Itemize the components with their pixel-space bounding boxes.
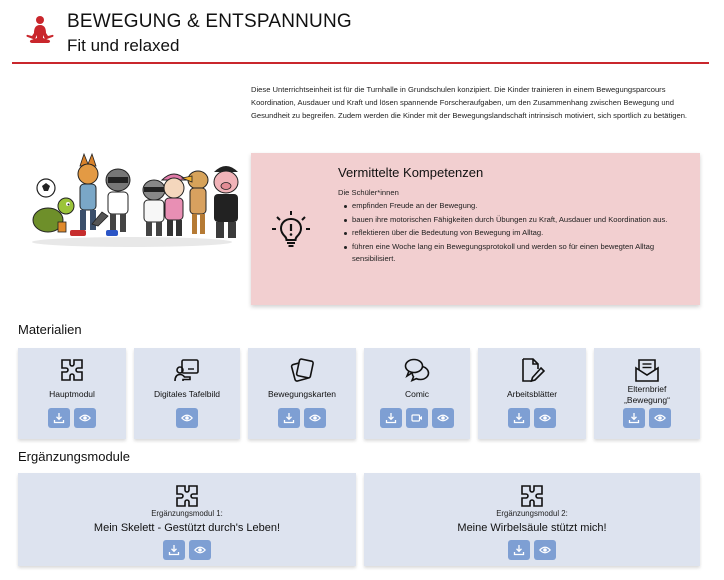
meditation-icon (24, 14, 56, 46)
eye-icon (437, 412, 449, 424)
eye-icon (181, 412, 193, 424)
kompetenzen-list (352, 200, 687, 267)
eye-icon (79, 412, 91, 424)
eye-icon (194, 544, 206, 556)
view-button[interactable] (176, 408, 198, 428)
view-button[interactable] (74, 408, 96, 428)
card-buttons (478, 408, 586, 428)
download-icon (513, 412, 525, 424)
puzzle-icon (59, 357, 85, 383)
page-header (0, 0, 724, 64)
list-item: reflektieren über die Bedeutung von Bewegung im Alltag. (352, 227, 687, 240)
puzzle-icon (519, 483, 545, 509)
download-icon (513, 544, 525, 556)
card-label: Arbeitsblätter (506, 389, 558, 399)
download-button[interactable] (380, 408, 402, 428)
lightbulb-icon (271, 210, 311, 250)
module-title: Mein Skelett - Gestützt durch's Leben! (93, 522, 281, 534)
view-button[interactable] (534, 540, 556, 560)
card-label-line: „Bewegung“ (624, 394, 670, 405)
download-icon (53, 412, 65, 424)
module-subtitle: Ergänzungsmodul 2: (496, 509, 568, 518)
material-card-elternbrief[interactable] (594, 348, 700, 439)
view-button[interactable] (432, 408, 454, 428)
puzzle-icon (174, 483, 200, 509)
card-buttons (364, 408, 470, 428)
eye-icon (654, 412, 666, 424)
download-button[interactable] (278, 408, 300, 428)
video-icon (411, 412, 423, 424)
presentation-icon (174, 357, 200, 383)
eye-icon (539, 412, 551, 424)
intro-text: Diese Unterrichtseinheit ist für die Turnhalle in Grundschulen konzipiert. Die Kinder trainieren in einem Bewegungsparcours Koordination, Ausdauer und Kraft und lösen spannende Forscheraufgaben, um den Zusammenhang zwischen Bewegung und Gesundheit zu begreifen. Zudem werden die Kinder mit der Bewegungslandschaft intrinsisch motiviert, sich sportlich zu betätigen. (251, 85, 688, 120)
card-label: Bewegungskarten (267, 389, 337, 399)
kompetenzen-lead: Die Schüler*innen (338, 188, 399, 197)
document-edit-icon (519, 357, 545, 383)
list-item: empfinden Freude an der Bewegung. (352, 200, 687, 213)
list-item: führen eine Woche lang ein Bewegungsprotokoll und werden so für einen bewegten Alltag sensibilisiert. (352, 241, 687, 266)
letter-icon (634, 357, 660, 383)
download-icon (283, 412, 295, 424)
material-card-tafelbild[interactable] (134, 348, 240, 439)
download-icon (168, 544, 180, 556)
download-button[interactable] (623, 408, 645, 428)
ergaenzungsmodul-card-2[interactable] (364, 473, 700, 566)
module-subtitle: Ergänzungsmodul 1: (151, 509, 223, 518)
cartoon-characters-illustration (22, 150, 242, 250)
download-icon (628, 412, 640, 424)
ergaenzungsmodul-card-1[interactable] (18, 473, 356, 566)
eye-icon (539, 544, 551, 556)
card-buttons (364, 540, 700, 560)
cards-icon (289, 357, 315, 383)
download-button[interactable] (48, 408, 70, 428)
card-label: Comic (404, 389, 430, 399)
card-label: Digitales Tafelbild (154, 389, 220, 399)
materialien-heading: Materialien (18, 322, 82, 337)
material-card-comic[interactable] (364, 348, 470, 439)
eye-icon (309, 412, 321, 424)
download-icon (385, 412, 397, 424)
card-buttons (134, 408, 240, 428)
ergaenzung-heading: Ergänzungsmodule (18, 449, 131, 464)
card-label-line: Elternbrief (627, 384, 667, 394)
view-button[interactable] (189, 540, 211, 560)
card-label: Hauptmodul (49, 389, 95, 399)
material-card-hauptmodul[interactable] (18, 348, 126, 439)
card-buttons (18, 540, 356, 560)
view-button[interactable] (304, 408, 326, 428)
download-button[interactable] (163, 540, 185, 560)
speech-bubbles-icon (404, 357, 430, 383)
download-button[interactable] (508, 408, 530, 428)
page-title: BEWEGUNG & ENTSPANNUNG (67, 11, 352, 32)
download-button[interactable] (508, 540, 530, 560)
view-button[interactable] (649, 408, 671, 428)
list-item: bauen ihre motorischen Fähigkeiten durch Übungen zu Kraft, Ausdauer und Koordination aus. (352, 214, 687, 227)
video-button[interactable] (406, 408, 428, 428)
card-buttons (248, 408, 356, 428)
view-button[interactable] (534, 408, 556, 428)
card-label (594, 384, 700, 405)
header-divider (12, 62, 709, 64)
material-card-arbeitsblaetter[interactable] (478, 348, 586, 439)
kompetenzen-box (251, 153, 700, 305)
card-buttons (18, 408, 126, 428)
material-card-bewegungskarten[interactable] (248, 348, 356, 439)
kompetenzen-title: Vermittelte Kompetenzen (338, 165, 484, 180)
page-subtitle: Fit und relaxed (67, 36, 180, 55)
card-buttons (594, 408, 700, 428)
module-title: Meine Wirbelsäule stützt mich! (457, 522, 607, 534)
